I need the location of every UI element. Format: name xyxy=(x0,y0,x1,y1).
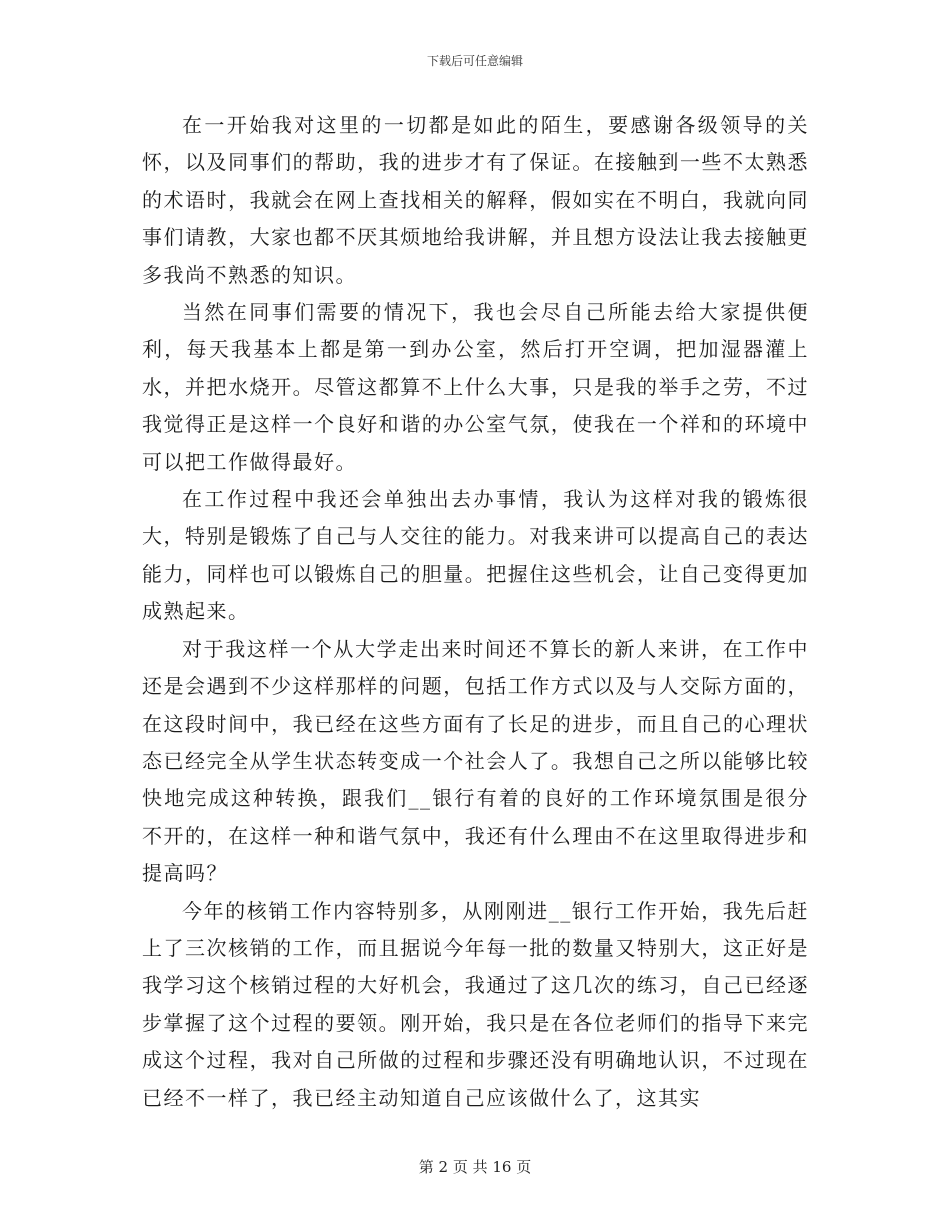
paragraph: 在工作过程中我还会单独出去办事情，我认为这样对我的锻炼很大，特别是锻炼了自己与人交往的能力。对我来讲可以提高自己的表达能力，同样也可以锻炼自己的胆量。把握住这些机会，让自己变得更加成熟起来。 xyxy=(142,487,809,624)
page-header: 下载后可任意编辑 xyxy=(426,54,523,68)
paragraph: 对于我这样一个从大学走出来时间还不算长的新人来讲，在工作中还是会遇到不少这样那样的问题，包括工作方式以及与人交际方面的，在这段时间中，我已经在这些方面有了长足的进步，而且自己的心理状态已经完全从学生状态转变成一个社会人了。我想自己之所以能够比较快地完成这种转换，跟我们__银行有着的良好的工作环境氛围是很分不开的，在这样一种和谐气氛中，我还有什么理由不在这里取得进步和提高吗？ xyxy=(142,636,809,886)
document-body xyxy=(142,107,809,1117)
paragraph: 在一开始我对这里的一切都是如此的陌生，要感谢各级领导的关怀，以及同事们的帮助，我的进步才有了保证。在接触到一些不太熟悉的术语时，我就会在网上查找相关的解释，假如实在不明白，我就向同事们请教，大家也都不厌其烦地给我讲解，并且想方设法让我去接触更多我尚不熟悉的知识。 xyxy=(142,113,809,287)
paragraph: 今年的核销工作内容特别多，从刚刚进__银行工作开始，我先后赶上了三次核销的工作，而且据说今年每一批的数量又特别大，这正好是我学习这个核销过程的大好机会，我通过了这几次的练习，自己已经逐步掌握了这个过程的要领。刚开始，我只是在各位老师们的指导下来完成这个过程，我对自己所做的过程和步骤还没有明确地认识，不过现在已经不一样了，我已经主动知道自己应该做什么了，这其实 xyxy=(142,898,809,1110)
paragraph: 当然在同事们需要的情况下，我也会尽自己所能去给大家提供便利，每天我基本上都是第一到办公室，然后打开空调，把加湿器灌上水，并把水烧开。尽管这都算不上什么大事，只是我的举手之劳，不过我觉得正是这样一个良好和谐的办公室气氛，使我在一个祥和的环境中可以把工作做得最好。 xyxy=(142,300,809,474)
page-number: 第 2 页 共 16 页 xyxy=(418,1158,532,1176)
